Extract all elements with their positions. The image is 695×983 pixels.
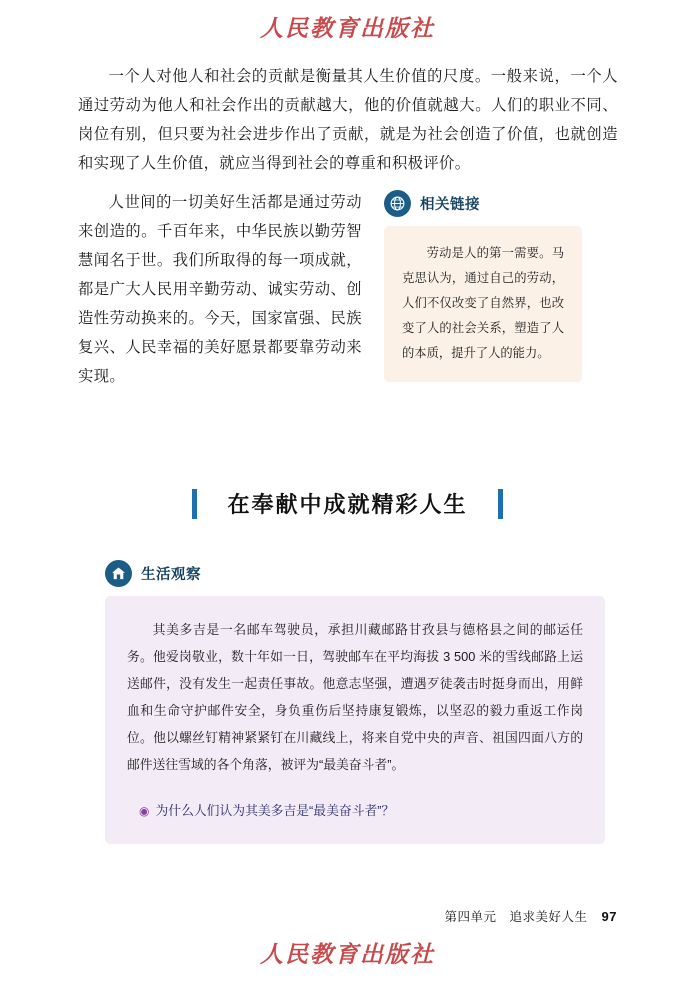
- left-text-column: [78, 188, 362, 391]
- globe-icon: [384, 190, 411, 217]
- publisher-logo-top: 人民教育出版社: [260, 16, 435, 41]
- life-observation-title: 生活观察: [141, 567, 201, 583]
- related-link-header: [384, 190, 618, 217]
- publisher-logo-bottom: 人民教育出版社: [260, 942, 435, 967]
- related-link-text: 劳动是人的第一需要。马克思认为，通过自己的劳动，人们不仅改变了自然界，也改变了人的社会关系，塑造了人的本质，提升了人的能力。: [402, 246, 564, 360]
- observation-question-row: [127, 800, 583, 822]
- heading-bar-left: [192, 489, 197, 519]
- question-bullet-icon: ◉: [139, 804, 150, 818]
- life-observation-text: 其美多吉是一名邮车驾驶员，承担川藏邮路甘孜县与德格县之间的邮运任务。他爱岗敬业，数十年如一日，驾驶邮车在平均海拔 3 500 米的雪线邮路上运送邮件，没有发生一起责任事故。他意志坚强，遭遇歹徒袭击时挺身而出，用鲜血和生命守护邮件安全，身负重伤后坚持康复锻炼，以坚忍的毅力重返工作岗位。他以螺丝钉精神紧紧钉在川藏线上，将来自党中央的声音、祖国四面八方的邮件送往雪域的各个角落，被评为“最美奋斗者”。: [127, 622, 583, 772]
- main-content: [78, 62, 618, 391]
- related-link-box: [384, 226, 582, 382]
- life-observation-header: [105, 560, 605, 587]
- life-observation-box: [105, 596, 605, 844]
- body-paragraph-1: 一个人对他人和社会的贡献是衡量其人生价值的尺度。一般来说，一个人通过劳动为他人和社会作出的贡献越大，他的价值就越大。人们的职业不同、岗位有别，但只要为社会进步作出了贡献，就是为社会创造了价值，也就创造和实现了人生价值，就应当得到社会的尊重和积极评价。: [78, 68, 618, 172]
- page-footer: [445, 907, 617, 925]
- heading-bar-right: [498, 489, 503, 519]
- related-link-title: 相关链接: [420, 197, 480, 213]
- page-number: 97: [601, 909, 617, 924]
- related-link-column: [384, 188, 618, 382]
- life-observation-block: [105, 560, 605, 844]
- home-icon: [105, 560, 132, 587]
- section-heading: [0, 488, 695, 519]
- footer-unit-label: 第四单元 追求美好人生: [444, 910, 588, 924]
- section-title: 在奉献中成就精彩人生: [227, 492, 468, 517]
- observation-question-text: 为什么人们认为其美多吉是“最美奋斗者”？: [155, 803, 395, 818]
- two-column-row: [78, 188, 618, 391]
- body-paragraph-2: 人世间的一切美好生活都是通过劳动来创造的。千百年来，中华民族以勤劳智慧闻名于世。我们所取得的每一项成就，都是广大人民用辛勤劳动、诚实劳动、创造性劳动换来的。今天，国家富强、民族复兴、人民幸福的美好愿景都要靠劳动来实现。: [78, 194, 362, 385]
